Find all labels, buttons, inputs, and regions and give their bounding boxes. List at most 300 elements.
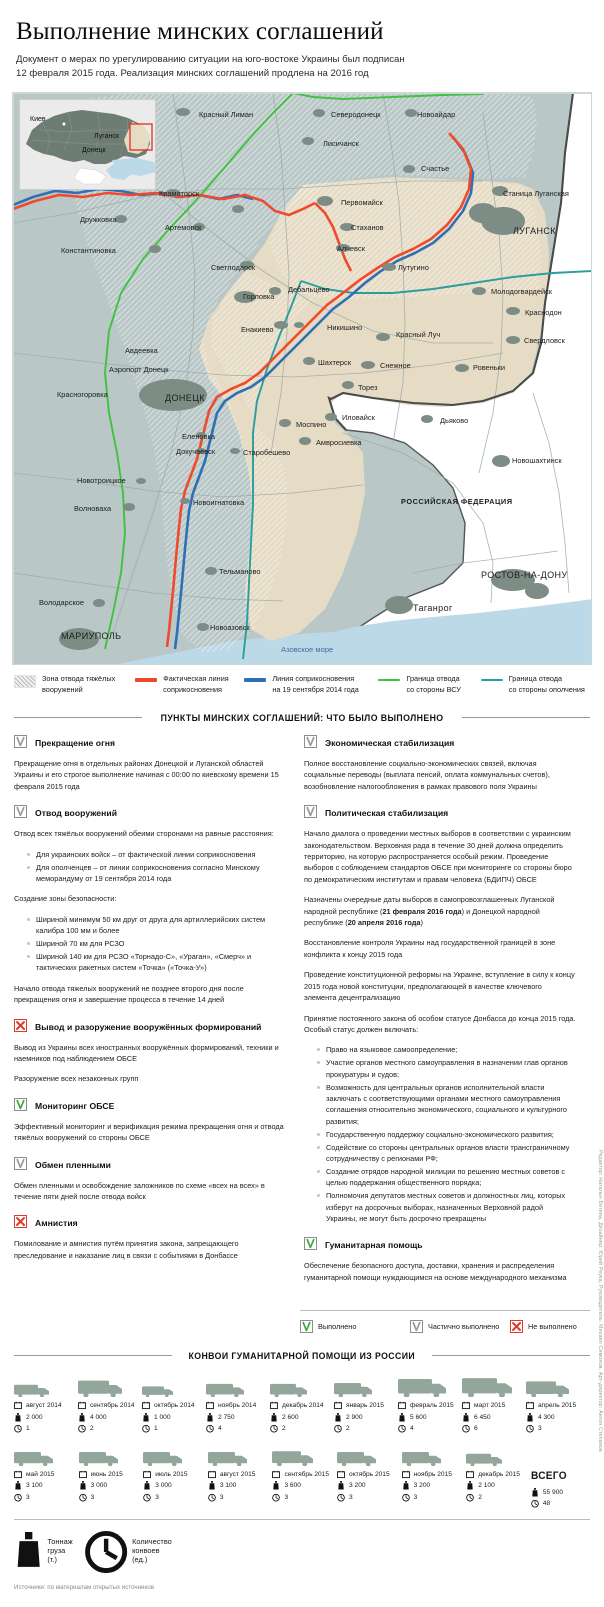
convoy-month-cell xyxy=(462,1373,526,1436)
convoy-count-value: 6 xyxy=(474,1425,478,1433)
status-legend-label: Выполнено xyxy=(318,1322,357,1332)
truck-icon xyxy=(337,1449,376,1466)
status-legend-item xyxy=(510,1320,577,1333)
legend-item-ukr-withdrawal-border xyxy=(378,674,480,695)
tonnage-icon xyxy=(272,1481,280,1490)
tonnage-icon xyxy=(143,1481,151,1490)
convoy-month-label: январь 2015 xyxy=(346,1402,384,1410)
agreement-point-header xyxy=(14,1215,286,1229)
agreement-point-paragraph: Разоружение всех незаконных групп xyxy=(14,1074,139,1084)
map-major-city-label: РОСТОВ-НА-ДОНУ xyxy=(481,570,568,580)
rule-right xyxy=(462,717,590,718)
ukraine-inset-map xyxy=(19,99,156,190)
convoy-month-label: март 2015 xyxy=(474,1402,506,1410)
convoy-month xyxy=(402,1470,467,1479)
map-city-label: Новоигнатовка xyxy=(193,498,245,507)
map-city-label: Дружковка xyxy=(80,215,117,224)
convoy-count-value: 1 xyxy=(154,1425,158,1433)
agreement-point-body xyxy=(14,1042,286,1085)
convoy-tonnage-value: 3 200 xyxy=(349,1482,366,1490)
status-legend-item xyxy=(410,1320,510,1333)
status-partial-icon xyxy=(304,805,317,818)
agreement-point-title: Экономическая стабилизация xyxy=(325,738,455,748)
truck-bar xyxy=(143,1442,208,1466)
agreement-point-paragraph: Создание зоны безопасности: xyxy=(14,894,117,904)
truck-bar xyxy=(466,1442,531,1466)
convoy-month xyxy=(398,1401,462,1410)
points-column-left xyxy=(14,735,286,1274)
legend-fail-icon xyxy=(510,1320,523,1333)
convoy-count-icon xyxy=(14,1424,22,1433)
map-sea-label: Азовское море xyxy=(281,645,334,654)
convoy-tonnage xyxy=(398,1413,462,1422)
legend-convoy-count-label: Количество конвоев (ед.) xyxy=(132,1537,172,1565)
map-city-label: Дьяково xyxy=(440,416,469,425)
convoy-tonnage-value: 6 450 xyxy=(474,1413,491,1421)
convoy-month xyxy=(272,1470,337,1479)
calendar-icon xyxy=(79,1470,87,1479)
convoy-count xyxy=(78,1424,142,1433)
map-city-label: Тельманово xyxy=(219,567,261,576)
convoy-month-label: ноябрь 2015 xyxy=(413,1470,452,1478)
convoy-tonnage xyxy=(206,1413,270,1422)
convoy-count-icon xyxy=(78,1424,86,1433)
agreement-point-body xyxy=(14,1121,286,1144)
truck-icon xyxy=(142,1384,173,1397)
truck-bar xyxy=(398,1373,462,1397)
convoy-count-icon xyxy=(337,1493,345,1502)
agreement-point-paragraph: Проведение конституционной реформы на Украине, вступление в силу к концу 2015 года новой конституции, предполагающей в качестве ключевого элемента децентрализацию xyxy=(304,970,575,1003)
convoy-tonnage xyxy=(14,1481,79,1490)
agreement-point xyxy=(14,1157,286,1203)
truck-bar xyxy=(334,1373,398,1397)
status-legend-item xyxy=(300,1320,410,1333)
legend-text: Фактическая линия соприкосновения xyxy=(163,674,229,694)
list-item: Возможность для центральных органов исполнительной власти заключать с соответствующими органами местного самоуправления соглашения относительно экономического, социального и культурного развития; xyxy=(317,1082,576,1128)
calendar-icon xyxy=(78,1401,86,1410)
convoy-tonnage-value: 2 600 xyxy=(282,1413,299,1421)
convoy-count-value: 2 xyxy=(346,1425,350,1433)
tonnage-icon xyxy=(398,1413,406,1422)
convoys-section-title: КОНВОИ ГУМАНИТАРНОЙ ПОМОЩИ ИЗ РОССИИ xyxy=(188,1350,416,1362)
agreement-point-title: Обмен пленными xyxy=(35,1159,111,1170)
agreement-point-header xyxy=(304,735,576,749)
points-columns xyxy=(0,735,604,1296)
calendar-icon xyxy=(526,1401,534,1410)
convoy-count xyxy=(337,1493,402,1502)
convoys-section-header xyxy=(14,1350,590,1361)
truck-icon xyxy=(272,1448,313,1466)
truck-bar xyxy=(337,1442,402,1466)
convoy-chart xyxy=(0,1373,604,1511)
agreement-point-header xyxy=(14,1157,286,1171)
agreement-point xyxy=(14,1098,286,1144)
hatch-swatch-icon xyxy=(14,675,36,688)
tonnage-icon xyxy=(337,1481,345,1490)
status-fail-icon xyxy=(14,1019,27,1032)
calendar-icon xyxy=(466,1470,474,1479)
calendar-icon xyxy=(402,1470,410,1479)
status-done-icon xyxy=(14,1098,27,1111)
map-city-label: Артемовск xyxy=(165,223,202,232)
map-major-city-label: ДОНЕЦК xyxy=(165,393,205,403)
truck-icon xyxy=(334,1380,372,1397)
truck-icon xyxy=(14,1382,49,1397)
inset-label-kiev: Киев xyxy=(30,116,46,123)
tonnage-icon xyxy=(142,1413,150,1422)
header xyxy=(0,0,604,86)
list-item: Шириной минимум 50 км друг от друга для артиллерийских систем калибра 100 мм и более xyxy=(27,914,286,937)
map-city-label: Молодогвардейск xyxy=(491,287,553,296)
agreement-point-paragraph: Помилование и амнистия путём принятия закона, запрещающего преследование и наказание лиц в связи с событиями в Донбассе xyxy=(14,1239,239,1260)
convoy-count-icon xyxy=(526,1424,534,1433)
map-city-label: Ровеньки xyxy=(473,363,505,372)
legend-partial-icon xyxy=(410,1320,423,1333)
convoy-total-tonnage-value: 55 900 xyxy=(542,1488,564,1496)
points-column-right xyxy=(304,735,576,1296)
map-city-label: Амвросиевка xyxy=(316,438,362,447)
map-city-label: Волноваха xyxy=(74,504,112,513)
convoy-tonnage-value: 3 000 xyxy=(90,1482,108,1490)
map-city-label: Иловайск xyxy=(342,413,375,422)
list-item: Для украинских войск – от фактической линии соприкосновения xyxy=(27,849,286,860)
truck-bar xyxy=(462,1373,526,1397)
legend-text: Линия соприкосновения на 19 сентября 2014 года xyxy=(272,674,359,694)
map-city-label: Красный Лиман xyxy=(199,110,254,119)
convoy-month-cell xyxy=(272,1442,337,1511)
map-city-label: Станица Луганская xyxy=(503,189,569,198)
conflict-map xyxy=(12,92,592,665)
map-city-label: Володарское xyxy=(39,598,84,607)
convoy-tonnage-value: 2 100 xyxy=(478,1482,495,1490)
tonnage-icon xyxy=(466,1481,474,1490)
agreement-point-list xyxy=(14,849,286,885)
status-partial-icon xyxy=(304,735,317,748)
convoy-tonnage-value: 3 200 xyxy=(413,1482,431,1490)
truck-bar xyxy=(79,1442,144,1466)
map-city-label: Торез xyxy=(358,383,378,392)
page-title: Выполнение минских соглашений xyxy=(16,18,384,45)
map-city-label: Стаханов xyxy=(351,223,384,232)
agreement-point-title: Амнистия xyxy=(35,1218,78,1229)
truck-icon xyxy=(466,1451,502,1466)
status-partial-icon xyxy=(14,735,27,748)
agreement-point-paragraph: Принятие постоянного закона об особом статусе Донбасса до конца 2015 года. Особый статус должен включать: xyxy=(304,1013,576,1034)
convoy-count xyxy=(526,1424,590,1433)
map-country-label: РОССИЙСКАЯ ФЕДЕРАЦИЯ xyxy=(401,497,513,506)
convoy-tonnage xyxy=(334,1413,398,1422)
convoy-count-value: 3 xyxy=(155,1493,159,1501)
convoy-tonnage xyxy=(466,1481,531,1490)
tonnage-icon xyxy=(14,1413,22,1422)
convoy-month-label: сентябрь 2015 xyxy=(284,1470,330,1478)
calendar-icon xyxy=(398,1401,406,1410)
map-city-label: Аэропорт Донецк xyxy=(109,365,169,374)
truck-icon xyxy=(79,1449,118,1466)
convoy-tonnage-value: 3 000 xyxy=(155,1482,172,1490)
convoy-month-cell xyxy=(79,1442,144,1511)
convoy-count-value: 4 xyxy=(218,1425,222,1433)
convoy-tonnage-value: 4 300 xyxy=(538,1413,555,1421)
convoy-month-label: октябрь 2014 xyxy=(154,1402,195,1410)
convoy-month-label: апрель 2015 xyxy=(538,1402,577,1410)
tonnage-icon xyxy=(208,1481,216,1490)
agreement-point xyxy=(304,805,576,1224)
tonnage-icon xyxy=(462,1413,470,1422)
map-city-label: Снежное xyxy=(380,361,411,370)
agreement-point-header xyxy=(14,1098,286,1112)
map-city-label: Новоазовск xyxy=(210,623,250,632)
map-city-label: Первомайск xyxy=(341,198,383,207)
convoy-month-label: июль 2015 xyxy=(155,1470,188,1478)
agreement-point-body xyxy=(304,1260,576,1283)
legend-text: Граница отвода со стороны ополчения xyxy=(508,674,585,694)
convoy-month xyxy=(14,1401,78,1410)
truck-bar xyxy=(270,1373,334,1397)
convoy-count-value: 4 xyxy=(410,1425,414,1433)
convoy-month-cell xyxy=(208,1442,273,1511)
map-city-label: Светлодарск xyxy=(211,263,256,272)
convoy-tonnage xyxy=(270,1413,334,1422)
convoy-month-label: июнь 2015 xyxy=(90,1470,123,1478)
truck-icon xyxy=(402,1449,441,1466)
map-city-label: Краснодон xyxy=(525,308,562,317)
map-city-label: Лутугино xyxy=(398,263,429,272)
truck-icon xyxy=(78,1377,122,1397)
agreement-point-list xyxy=(304,1044,576,1224)
convoy-count-icon xyxy=(84,1529,128,1573)
truck-bar xyxy=(208,1442,273,1466)
truck-icon xyxy=(398,1375,446,1397)
truck-bar xyxy=(206,1373,270,1397)
agreement-point-title: Мониторинг ОБСЕ xyxy=(35,1100,115,1111)
convoy-tonnage xyxy=(208,1481,273,1490)
agreement-point-header xyxy=(14,735,286,749)
convoy-count-icon xyxy=(79,1493,87,1502)
legend-item-withdrawal-zone xyxy=(14,674,135,695)
convoy-month-label: май 2015 xyxy=(26,1470,55,1478)
convoy-month-label: август 2014 xyxy=(26,1402,62,1410)
list-item: Полномочия депутатов местных советов и должностных лиц, которых изберут на досрочных выборах, назначенных Верховной радой Украины, не могут быть досрочно прекращены xyxy=(317,1190,576,1224)
truck-icon xyxy=(143,1449,182,1466)
inset-label-lugansk: Луганск xyxy=(94,133,119,140)
convoy-count xyxy=(402,1493,467,1502)
tonnage-icon xyxy=(270,1413,278,1422)
truck-bar xyxy=(272,1442,337,1466)
calendar-icon xyxy=(272,1470,280,1479)
agreement-point-paragraph: Полное восстановление социально-экономических связей, включая социальные переводы (выплата пенсий, оплата коммунальных счетов), возобновление налогообложения в рамках правового поля Украины xyxy=(304,759,550,791)
truck-bar xyxy=(402,1442,467,1466)
agreement-point-body xyxy=(14,1180,286,1203)
convoy-total-count xyxy=(531,1499,590,1508)
tonnage-icon xyxy=(206,1413,214,1422)
list-item: Государственную поддержку социально-экономического развития; xyxy=(317,1129,576,1140)
map-city-label: Еленовка xyxy=(182,432,215,441)
tonnage-icon xyxy=(531,1488,539,1497)
convoy-count-value: 2 xyxy=(282,1425,286,1433)
sources-note: Источники: по материалам открытых источников xyxy=(14,1583,154,1591)
map-city-label: Новотроицкое xyxy=(77,476,126,485)
list-item: Участие органов местного самоуправления в назначении глав органов прокуратуры и судов; xyxy=(317,1057,576,1080)
map-city-label: Краматорск xyxy=(159,189,200,198)
agreement-point-list xyxy=(14,914,286,974)
truck-icon xyxy=(208,1449,247,1466)
legend-text: Граница отвода со стороны ВСУ xyxy=(406,674,461,694)
map-city-label: Счастье xyxy=(421,164,450,173)
convoy-tonnage-value: 1 000 xyxy=(154,1413,171,1421)
status-legend xyxy=(300,1310,590,1333)
blue-line-swatch-icon xyxy=(244,678,266,682)
convoy-month-label: октябрь 2015 xyxy=(349,1470,390,1478)
convoy-count-icon xyxy=(270,1424,278,1433)
agreement-point-body xyxy=(14,828,286,1005)
map-city-label: Красный Луч xyxy=(396,330,441,339)
convoy-tonnage-value: 4 000 xyxy=(90,1413,107,1421)
convoy-count-value: 3 xyxy=(538,1425,542,1433)
rule-left xyxy=(14,717,142,718)
tonnage-icon xyxy=(402,1481,410,1490)
convoy-footer-legend xyxy=(14,1519,590,1573)
convoy-month-label: декабрь 2015 xyxy=(478,1470,520,1478)
map-city-label: Моспино xyxy=(296,420,327,429)
inset-label-donetsk: Донецк xyxy=(82,147,106,154)
convoy-count xyxy=(14,1424,78,1433)
convoy-month xyxy=(78,1401,142,1410)
legend-item-sept-contact-line xyxy=(244,674,378,695)
convoy-tonnage-value: 3 600 xyxy=(284,1482,301,1490)
truck-bar xyxy=(78,1373,142,1397)
convoy-month xyxy=(270,1401,334,1410)
points-section-title: ПУНКТЫ МИНСКИХ СОГЛАШЕНИЙ: ЧТО БЫЛО ВЫПОЛНЕНО xyxy=(160,712,444,723)
total-spacer xyxy=(531,1442,590,1466)
convoy-month xyxy=(466,1470,531,1479)
truck-icon xyxy=(462,1374,512,1397)
tonnage-icon xyxy=(14,1532,43,1569)
map-city-label: Старобешево xyxy=(243,448,291,457)
calendar-icon xyxy=(462,1401,470,1410)
convoy-count-icon xyxy=(398,1424,406,1433)
map-city-label: Никишино xyxy=(327,323,363,332)
calendar-icon xyxy=(270,1401,278,1410)
truck-bar xyxy=(14,1442,79,1466)
agreement-point-header xyxy=(304,805,576,819)
page-subtitle xyxy=(16,53,576,80)
convoy-month-label: август 2015 xyxy=(219,1470,256,1478)
convoy-count-icon xyxy=(334,1424,342,1433)
convoy-total-count-value: 48 xyxy=(542,1500,551,1508)
convoy-count-icon xyxy=(272,1493,280,1502)
convoy-count xyxy=(79,1493,144,1502)
convoy-month-label: сентябрь 2014 xyxy=(90,1402,135,1410)
convoy-month xyxy=(143,1470,208,1479)
convoy-count-icon xyxy=(531,1499,539,1508)
convoy-month-label: декабрь 2014 xyxy=(282,1402,324,1410)
agreement-point-body xyxy=(14,758,286,792)
convoy-count-value: 3 xyxy=(90,1493,95,1501)
map-city-label: Енакиево xyxy=(241,325,274,334)
calendar-icon xyxy=(142,1401,150,1410)
rule-left xyxy=(14,1355,172,1356)
convoy-month-cell xyxy=(78,1373,142,1436)
status-fail-icon xyxy=(14,1215,27,1228)
convoy-tonnage xyxy=(272,1481,337,1490)
convoy-total-cell xyxy=(531,1442,590,1511)
calendar-icon xyxy=(206,1401,214,1410)
convoy-count-icon xyxy=(142,1424,150,1433)
agreement-point-title: Отвод вооружений xyxy=(35,808,118,819)
convoy-count xyxy=(462,1424,526,1433)
convoy-month-cell xyxy=(14,1442,79,1511)
status-legend-label: Не выполнено xyxy=(528,1322,577,1332)
convoy-month xyxy=(334,1401,398,1410)
green-line-swatch-icon xyxy=(378,679,400,681)
agreement-point-paragraph: Обмен пленными и освобождение заложников по схеме «всех на всех» в течение пяти дней после отвода войск xyxy=(14,1180,265,1202)
convoy-tonnage xyxy=(462,1413,526,1422)
convoy-count xyxy=(143,1493,208,1502)
convoy-tonnage-value: 3 100 xyxy=(219,1482,237,1490)
convoy-count-value: 3 xyxy=(349,1493,353,1501)
convoy-tonnage xyxy=(79,1481,144,1490)
map-major-city-label: МАРИУПОЛЬ xyxy=(61,631,122,641)
truck-icon xyxy=(526,1378,569,1397)
convoy-month xyxy=(462,1401,526,1410)
agreement-point xyxy=(14,805,286,1005)
agreement-point xyxy=(14,1215,286,1261)
agreement-point-title: Политическая стабилизация xyxy=(325,808,449,819)
status-partial-icon xyxy=(14,1157,27,1170)
map-city-label: Северодонецк xyxy=(331,110,381,119)
convoy-count-value: 3 xyxy=(284,1493,289,1501)
convoy-month-cell xyxy=(142,1373,206,1436)
status-done-icon xyxy=(304,1237,317,1250)
agreement-point xyxy=(14,735,286,792)
agreement-point-paragraph: Начало диалога о проведении местных выборов в соответствии с украинским законодательством. Верховная рада в течение 30 дней должна определить территорию, на которую распространяется особый режим. Проведение выборов с соблюдением стандартов ОБСЕ при мониторинге со стороны бюро по демократическим институтам и правам человека (БДИПЧ) ОБСЕ xyxy=(304,829,572,884)
agreement-point-paragraph: Отвод всех тяжёлых вооружений обеими сторонами на равные расстояния: xyxy=(14,829,274,839)
calendar-icon xyxy=(334,1401,342,1410)
convoy-tonnage-value: 2 900 xyxy=(346,1413,363,1421)
convoy-count xyxy=(142,1424,206,1433)
convoy-month-cell xyxy=(334,1373,398,1436)
map-city-label: Константиновка xyxy=(61,246,116,255)
legend-convoy-count xyxy=(84,1529,175,1573)
convoy-month xyxy=(526,1401,590,1410)
convoy-tonnage xyxy=(526,1413,590,1422)
convoy-row-2014 xyxy=(14,1373,590,1436)
map-city-label: Алчевск xyxy=(337,244,365,253)
convoy-count-value: 3 xyxy=(219,1493,224,1501)
convoy-tonnage xyxy=(78,1413,142,1422)
tonnage-icon xyxy=(334,1413,342,1422)
calendar-icon xyxy=(337,1470,345,1479)
convoy-count xyxy=(208,1493,273,1502)
convoy-count-icon xyxy=(143,1493,151,1502)
agreement-point-title: Прекращение огня xyxy=(35,738,116,748)
convoy-count xyxy=(270,1424,334,1433)
agreement-point-title: Гуманитарная помощь xyxy=(325,1240,423,1251)
agreement-point-paragraph: Восстановление контроля Украины над государственной границей в зоне конфликта к концу 2015 года xyxy=(304,938,556,959)
convoy-total-tonnage xyxy=(531,1488,590,1497)
legend-tonnage-label: Тоннаж груза (т.) xyxy=(47,1537,73,1565)
tonnage-icon xyxy=(79,1481,87,1490)
agreement-point-paragraph: Прекращение огня в отдельных районах Донецкой и Луганской областей Украины и его строгое выполнение начиная с 00:00 по киевскому времени 15 февраля 2015 года xyxy=(14,759,279,791)
legend-item-militia-withdrawal-border xyxy=(481,674,590,695)
convoy-month xyxy=(208,1470,273,1479)
agreement-point-paragraph: Вывод из Украины всех иностранных вооружённых формирований, техники и наемников под наблюдением ОБСЕ xyxy=(14,1042,279,1063)
rule-right xyxy=(432,1355,590,1356)
convoy-month-cell xyxy=(270,1373,334,1436)
convoy-count-icon xyxy=(206,1424,214,1433)
convoy-month xyxy=(337,1470,402,1479)
